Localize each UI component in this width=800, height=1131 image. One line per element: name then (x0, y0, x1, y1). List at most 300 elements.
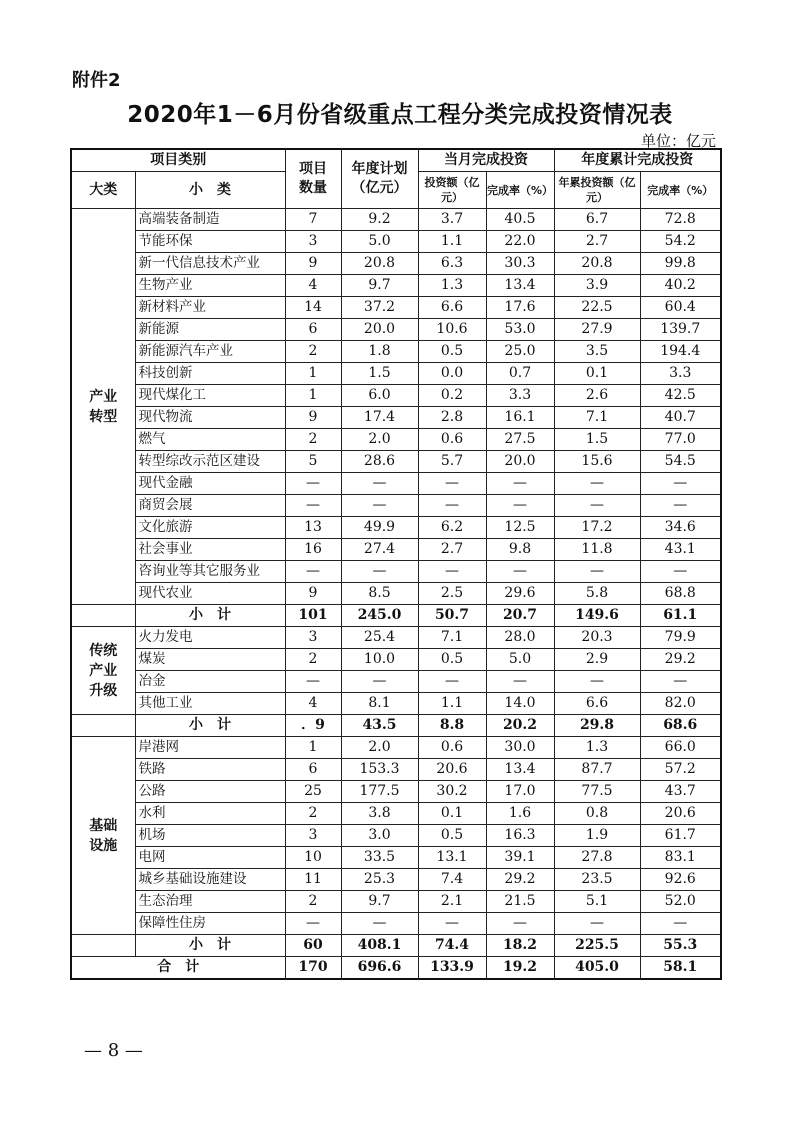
ytd-amount-cell: 3.5 (554, 341, 640, 363)
table-row (71, 385, 721, 407)
month-amount-cell: 0.6 (418, 737, 486, 759)
annual-plan-cell: 43.5 (341, 715, 418, 737)
header-month-amount: 投资额（亿元） (418, 172, 486, 209)
ytd-rate-cell: 139.7 (640, 319, 721, 341)
ytd-rate-cell: 58.1 (640, 957, 721, 980)
table-row (71, 275, 721, 297)
subtotal-row (71, 935, 721, 957)
project-count-cell: 9 (285, 583, 341, 605)
month-amount-cell: 7.4 (418, 869, 486, 891)
month-rate-cell: 17.6 (486, 297, 554, 319)
month-rate-cell: 1.6 (486, 803, 554, 825)
subtotal-row (71, 605, 721, 627)
header-category: 项目类别 (71, 149, 285, 172)
annual-plan-cell: 20.0 (341, 319, 418, 341)
table-row (71, 693, 721, 715)
annual-plan-cell: 33.5 (341, 847, 418, 869)
project-count-cell: 9 (285, 407, 341, 429)
ytd-amount-cell: 77.5 (554, 781, 640, 803)
ytd-rate-cell: 68.6 (640, 715, 721, 737)
ytd-rate-cell: 82.0 (640, 693, 721, 715)
ytd-rate-cell: 54.5 (640, 451, 721, 473)
month-rate-cell: 28.0 (486, 627, 554, 649)
month-rate-cell: 17.0 (486, 781, 554, 803)
month-amount-cell: 7.1 (418, 627, 486, 649)
project-count-cell: 4 (285, 693, 341, 715)
annual-plan-cell: — (341, 561, 418, 583)
table-row (71, 231, 721, 253)
item-name-cell: 现代物流 (135, 407, 285, 429)
ytd-amount-cell: 17.2 (554, 517, 640, 539)
ytd-amount-cell: 87.7 (554, 759, 640, 781)
month-rate-cell: 20.0 (486, 451, 554, 473)
annual-plan-cell: 1.5 (341, 363, 418, 385)
month-amount-cell: 10.6 (418, 319, 486, 341)
ytd-rate-cell: 42.5 (640, 385, 721, 407)
annual-plan-cell: 25.3 (341, 869, 418, 891)
ytd-amount-cell: 7.1 (554, 407, 640, 429)
table-row (71, 847, 721, 869)
annual-plan-cell: 8.5 (341, 583, 418, 605)
month-rate-cell: 53.0 (486, 319, 554, 341)
table-row (71, 781, 721, 803)
table-row (71, 341, 721, 363)
ytd-amount-cell: 20.3 (554, 627, 640, 649)
annual-plan-cell: — (341, 671, 418, 693)
table-row (71, 825, 721, 847)
month-amount-cell: 133.9 (418, 957, 486, 980)
item-name-cell: 生态治理 (135, 891, 285, 913)
project-count-cell: 6 (285, 319, 341, 341)
annual-plan-cell: 9.2 (341, 209, 418, 231)
month-rate-cell: 30.3 (486, 253, 554, 275)
project-count-cell: 6 (285, 759, 341, 781)
month-rate-cell: — (486, 473, 554, 495)
subtotal-label-cell: 小 计 (135, 935, 285, 957)
ytd-rate-cell: 43.1 (640, 539, 721, 561)
month-rate-cell: 39.1 (486, 847, 554, 869)
month-rate-cell: 3.3 (486, 385, 554, 407)
table-row (71, 209, 721, 231)
annual-plan-cell: — (341, 913, 418, 935)
project-count-cell: 14 (285, 297, 341, 319)
ytd-amount-cell: 3.9 (554, 275, 640, 297)
subtotal-blank-cell (71, 715, 135, 737)
project-count-cell: 3 (285, 825, 341, 847)
item-name-cell: 现代农业 (135, 583, 285, 605)
project-count-cell: 4 (285, 275, 341, 297)
item-name-cell: 水利 (135, 803, 285, 825)
project-count-cell: 9 (285, 253, 341, 275)
project-count-cell: 25 (285, 781, 341, 803)
header-count: 项目数量 (285, 149, 341, 209)
project-count-cell: 101 (285, 605, 341, 627)
ytd-amount-cell: 2.9 (554, 649, 640, 671)
item-name-cell: 现代煤化工 (135, 385, 285, 407)
annual-plan-cell: 8.1 (341, 693, 418, 715)
annual-plan-cell: 245.0 (341, 605, 418, 627)
month-amount-cell: 3.7 (418, 209, 486, 231)
month-amount-cell: 2.8 (418, 407, 486, 429)
table-row (71, 451, 721, 473)
page-title: 2020年1－6月份省级重点工程分类完成投资情况表 (127, 102, 673, 128)
month-rate-cell: 16.3 (486, 825, 554, 847)
month-amount-cell: 0.0 (418, 363, 486, 385)
table-row (71, 253, 721, 275)
month-rate-cell: 12.5 (486, 517, 554, 539)
item-name-cell: 城乡基础设施建设 (135, 869, 285, 891)
ytd-amount-cell: 11.8 (554, 539, 640, 561)
ytd-amount-cell: 405.0 (554, 957, 640, 980)
ytd-rate-cell: 66.0 (640, 737, 721, 759)
header-month-rate: 完成率（%） (486, 172, 554, 209)
month-amount-cell: — (418, 495, 486, 517)
ytd-amount-cell: 5.8 (554, 583, 640, 605)
month-rate-cell: 29.6 (486, 583, 554, 605)
month-rate-cell: 20.7 (486, 605, 554, 627)
annual-plan-cell: 10.0 (341, 649, 418, 671)
ytd-rate-cell: 57.2 (640, 759, 721, 781)
item-name-cell: 电网 (135, 847, 285, 869)
month-rate-cell: 21.5 (486, 891, 554, 913)
ytd-rate-cell: 92.6 (640, 869, 721, 891)
ytd-rate-cell: 194.4 (640, 341, 721, 363)
table-row (71, 627, 721, 649)
ytd-rate-cell: — (640, 561, 721, 583)
annual-plan-cell: 177.5 (341, 781, 418, 803)
item-name-cell: 公路 (135, 781, 285, 803)
month-rate-cell: 25.0 (486, 341, 554, 363)
month-amount-cell: 6.3 (418, 253, 486, 275)
month-amount-cell: 2.7 (418, 539, 486, 561)
project-count-cell: 5 (285, 451, 341, 473)
ytd-rate-cell: 60.4 (640, 297, 721, 319)
annual-plan-cell: 153.3 (341, 759, 418, 781)
ytd-rate-cell: 61.7 (640, 825, 721, 847)
month-amount-cell: — (418, 561, 486, 583)
item-name-cell: 高端装备制造 (135, 209, 285, 231)
month-amount-cell: 74.4 (418, 935, 486, 957)
subtotal-label-cell: 小 计 (135, 715, 285, 737)
ytd-rate-cell: 40.2 (640, 275, 721, 297)
annual-plan-cell: — (341, 473, 418, 495)
page-number: — 8 — (84, 1040, 143, 1061)
month-amount-cell: 1.1 (418, 231, 486, 253)
ytd-amount-cell: — (554, 473, 640, 495)
ytd-amount-cell: — (554, 495, 640, 517)
subtotal-row (71, 715, 721, 737)
major-category-cell: 基础设施 (71, 737, 135, 935)
table-row (71, 583, 721, 605)
ytd-amount-cell: 2.6 (554, 385, 640, 407)
annual-plan-cell: 20.8 (341, 253, 418, 275)
month-amount-cell: 0.2 (418, 385, 486, 407)
month-amount-cell: 0.5 (418, 825, 486, 847)
project-count-cell: 2 (285, 803, 341, 825)
annual-plan-cell: 37.2 (341, 297, 418, 319)
annual-plan-cell: 5.0 (341, 231, 418, 253)
month-amount-cell: — (418, 473, 486, 495)
ytd-amount-cell: 29.8 (554, 715, 640, 737)
item-name-cell: 其他工业 (135, 693, 285, 715)
month-amount-cell: 30.2 (418, 781, 486, 803)
table-row (71, 539, 721, 561)
project-count-cell: 2 (285, 429, 341, 451)
project-count-cell: 10 (285, 847, 341, 869)
month-amount-cell: 5.7 (418, 451, 486, 473)
header-plan: 年度计划（亿元） (341, 149, 418, 209)
ytd-amount-cell: 225.5 (554, 935, 640, 957)
ytd-rate-cell: 54.2 (640, 231, 721, 253)
project-count-cell: 3 (285, 627, 341, 649)
project-count-cell: 2 (285, 891, 341, 913)
project-count-cell: 2 (285, 341, 341, 363)
month-rate-cell: — (486, 671, 554, 693)
header-ytd-amount: 年累投资额（亿元） (554, 172, 640, 209)
ytd-rate-cell: 20.6 (640, 803, 721, 825)
table-row (71, 407, 721, 429)
table-row (71, 671, 721, 693)
project-count-cell: 170 (285, 957, 341, 980)
month-amount-cell: 6.6 (418, 297, 486, 319)
ytd-amount-cell: 6.6 (554, 693, 640, 715)
month-rate-cell: 40.5 (486, 209, 554, 231)
annual-plan-cell: 28.6 (341, 451, 418, 473)
header-ytd-rate: 完成率（%） (640, 172, 721, 209)
total-row (71, 957, 721, 980)
project-count-cell: 1 (285, 363, 341, 385)
item-name-cell: 新一代信息技术产业 (135, 253, 285, 275)
month-rate-cell: 5.0 (486, 649, 554, 671)
annual-plan-cell: 2.0 (341, 737, 418, 759)
table-row (71, 495, 721, 517)
month-rate-cell: — (486, 561, 554, 583)
project-count-cell: 1 (285, 385, 341, 407)
ytd-amount-cell: 20.8 (554, 253, 640, 275)
month-amount-cell: — (418, 671, 486, 693)
item-name-cell: 燃气 (135, 429, 285, 451)
ytd-rate-cell: 72.8 (640, 209, 721, 231)
ytd-rate-cell: 43.7 (640, 781, 721, 803)
header-major: 大类 (71, 172, 135, 209)
item-name-cell: 科技创新 (135, 363, 285, 385)
item-name-cell: 新能源 (135, 319, 285, 341)
item-name-cell: 火力发电 (135, 627, 285, 649)
annual-plan-cell: 6.0 (341, 385, 418, 407)
total-label-cell: 合 计 (71, 957, 285, 980)
item-name-cell: 冶金 (135, 671, 285, 693)
project-count-cell: — (285, 913, 341, 935)
item-name-cell: 商贸会展 (135, 495, 285, 517)
ytd-amount-cell: 23.5 (554, 869, 640, 891)
month-amount-cell: 20.6 (418, 759, 486, 781)
ytd-rate-cell: 29.2 (640, 649, 721, 671)
table-body (71, 209, 721, 980)
subtotal-blank-cell (71, 935, 135, 957)
ytd-rate-cell: 34.6 (640, 517, 721, 539)
month-rate-cell: 0.7 (486, 363, 554, 385)
item-name-cell: 保障性住房 (135, 913, 285, 935)
table-row (71, 517, 721, 539)
ytd-rate-cell: 61.1 (640, 605, 721, 627)
ytd-amount-cell: — (554, 671, 640, 693)
ytd-amount-cell: — (554, 913, 640, 935)
month-amount-cell: 13.1 (418, 847, 486, 869)
item-name-cell: 新材料产业 (135, 297, 285, 319)
major-category-cell: 产业转型 (71, 209, 135, 605)
table-row (71, 297, 721, 319)
annual-plan-cell: 696.6 (341, 957, 418, 980)
item-name-cell: 机场 (135, 825, 285, 847)
unit-label: 单位：亿元 (640, 132, 716, 150)
item-name-cell: 社会事业 (135, 539, 285, 561)
table-row (71, 649, 721, 671)
table-row (71, 759, 721, 781)
month-rate-cell: 16.1 (486, 407, 554, 429)
ytd-rate-cell: — (640, 473, 721, 495)
header-minor: 小 类 (135, 172, 285, 209)
project-count-cell: 2 (285, 649, 341, 671)
attachment-label: 附件2 (72, 70, 121, 91)
annual-plan-cell: 25.4 (341, 627, 418, 649)
project-count-cell: 16 (285, 539, 341, 561)
month-amount-cell: — (418, 913, 486, 935)
table-row (71, 803, 721, 825)
month-rate-cell: 22.0 (486, 231, 554, 253)
ytd-rate-cell: 3.3 (640, 363, 721, 385)
month-amount-cell: 8.8 (418, 715, 486, 737)
item-name-cell: 铁路 (135, 759, 285, 781)
table-row (71, 737, 721, 759)
investment-table (70, 148, 722, 980)
project-count-cell: — (285, 495, 341, 517)
month-amount-cell: 1.3 (418, 275, 486, 297)
ytd-rate-cell: — (640, 671, 721, 693)
table-row (71, 913, 721, 935)
month-amount-cell: 0.6 (418, 429, 486, 451)
item-name-cell: 转型综改示范区建设 (135, 451, 285, 473)
month-rate-cell: 27.5 (486, 429, 554, 451)
month-rate-cell: 13.4 (486, 759, 554, 781)
month-rate-cell: 30.0 (486, 737, 554, 759)
month-rate-cell: — (486, 495, 554, 517)
month-amount-cell: 1.1 (418, 693, 486, 715)
project-count-cell: — (285, 473, 341, 495)
ytd-rate-cell: — (640, 495, 721, 517)
table-row (71, 561, 721, 583)
month-amount-cell: 0.5 (418, 649, 486, 671)
ytd-rate-cell: 99.8 (640, 253, 721, 275)
table-row (71, 891, 721, 913)
month-amount-cell: 2.5 (418, 583, 486, 605)
annual-plan-cell: 27.4 (341, 539, 418, 561)
ytd-amount-cell: 1.5 (554, 429, 640, 451)
month-rate-cell: — (486, 913, 554, 935)
ytd-amount-cell: 1.9 (554, 825, 640, 847)
ytd-amount-cell: 22.5 (554, 297, 640, 319)
item-name-cell: 文化旅游 (135, 517, 285, 539)
ytd-amount-cell: 0.1 (554, 363, 640, 385)
ytd-amount-cell: 5.1 (554, 891, 640, 913)
month-amount-cell: 0.1 (418, 803, 486, 825)
ytd-amount-cell: — (554, 561, 640, 583)
project-count-cell: — (285, 671, 341, 693)
month-rate-cell: 29.2 (486, 869, 554, 891)
table-row (71, 869, 721, 891)
annual-plan-cell: 49.9 (341, 517, 418, 539)
ytd-rate-cell: — (640, 913, 721, 935)
ytd-amount-cell: 1.3 (554, 737, 640, 759)
project-count-cell: — (285, 561, 341, 583)
annual-plan-cell: — (341, 495, 418, 517)
month-amount-cell: 6.2 (418, 517, 486, 539)
item-name-cell: 新能源汽车产业 (135, 341, 285, 363)
ytd-amount-cell: 6.7 (554, 209, 640, 231)
table-row (71, 363, 721, 385)
ytd-rate-cell: 79.9 (640, 627, 721, 649)
ytd-rate-cell: 83.1 (640, 847, 721, 869)
table-row (71, 473, 721, 495)
major-category-cell: 传统产业升级 (71, 627, 135, 715)
annual-plan-cell: 9.7 (341, 891, 418, 913)
item-name-cell: 现代金融 (135, 473, 285, 495)
ytd-rate-cell: 55.3 (640, 935, 721, 957)
annual-plan-cell: 3.8 (341, 803, 418, 825)
ytd-amount-cell: 15.6 (554, 451, 640, 473)
project-count-cell: 7 (285, 209, 341, 231)
month-amount-cell: 0.5 (418, 341, 486, 363)
month-rate-cell: 14.0 (486, 693, 554, 715)
ytd-rate-cell: 68.8 (640, 583, 721, 605)
project-count-cell: 13 (285, 517, 341, 539)
subtotal-blank-cell (71, 605, 135, 627)
month-amount-cell: 2.1 (418, 891, 486, 913)
month-rate-cell: 13.4 (486, 275, 554, 297)
item-name-cell: 生物产业 (135, 275, 285, 297)
header-ytd: 年度累计完成投资 (554, 149, 721, 172)
project-count-cell: ．9 (285, 715, 341, 737)
ytd-rate-cell: 52.0 (640, 891, 721, 913)
item-name-cell: 煤炭 (135, 649, 285, 671)
project-count-cell: 1 (285, 737, 341, 759)
ytd-amount-cell: 2.7 (554, 231, 640, 253)
annual-plan-cell: 2.0 (341, 429, 418, 451)
header-month: 当月完成投资 (418, 149, 554, 172)
ytd-rate-cell: 77.0 (640, 429, 721, 451)
ytd-amount-cell: 0.8 (554, 803, 640, 825)
month-rate-cell: 20.2 (486, 715, 554, 737)
annual-plan-cell: 3.0 (341, 825, 418, 847)
month-rate-cell: 18.2 (486, 935, 554, 957)
annual-plan-cell: 1.8 (341, 341, 418, 363)
annual-plan-cell: 17.4 (341, 407, 418, 429)
table-row (71, 319, 721, 341)
annual-plan-cell: 9.7 (341, 275, 418, 297)
item-name-cell: 咨询业等其它服务业 (135, 561, 285, 583)
ytd-rate-cell: 40.7 (640, 407, 721, 429)
project-count-cell: 60 (285, 935, 341, 957)
subtotal-label-cell: 小 计 (135, 605, 285, 627)
item-name-cell: 岸港网 (135, 737, 285, 759)
project-count-cell: 11 (285, 869, 341, 891)
project-count-cell: 3 (285, 231, 341, 253)
table-row (71, 429, 721, 451)
ytd-amount-cell: 149.6 (554, 605, 640, 627)
annual-plan-cell: 408.1 (341, 935, 418, 957)
item-name-cell: 节能环保 (135, 231, 285, 253)
ytd-amount-cell: 27.8 (554, 847, 640, 869)
month-rate-cell: 9.8 (486, 539, 554, 561)
